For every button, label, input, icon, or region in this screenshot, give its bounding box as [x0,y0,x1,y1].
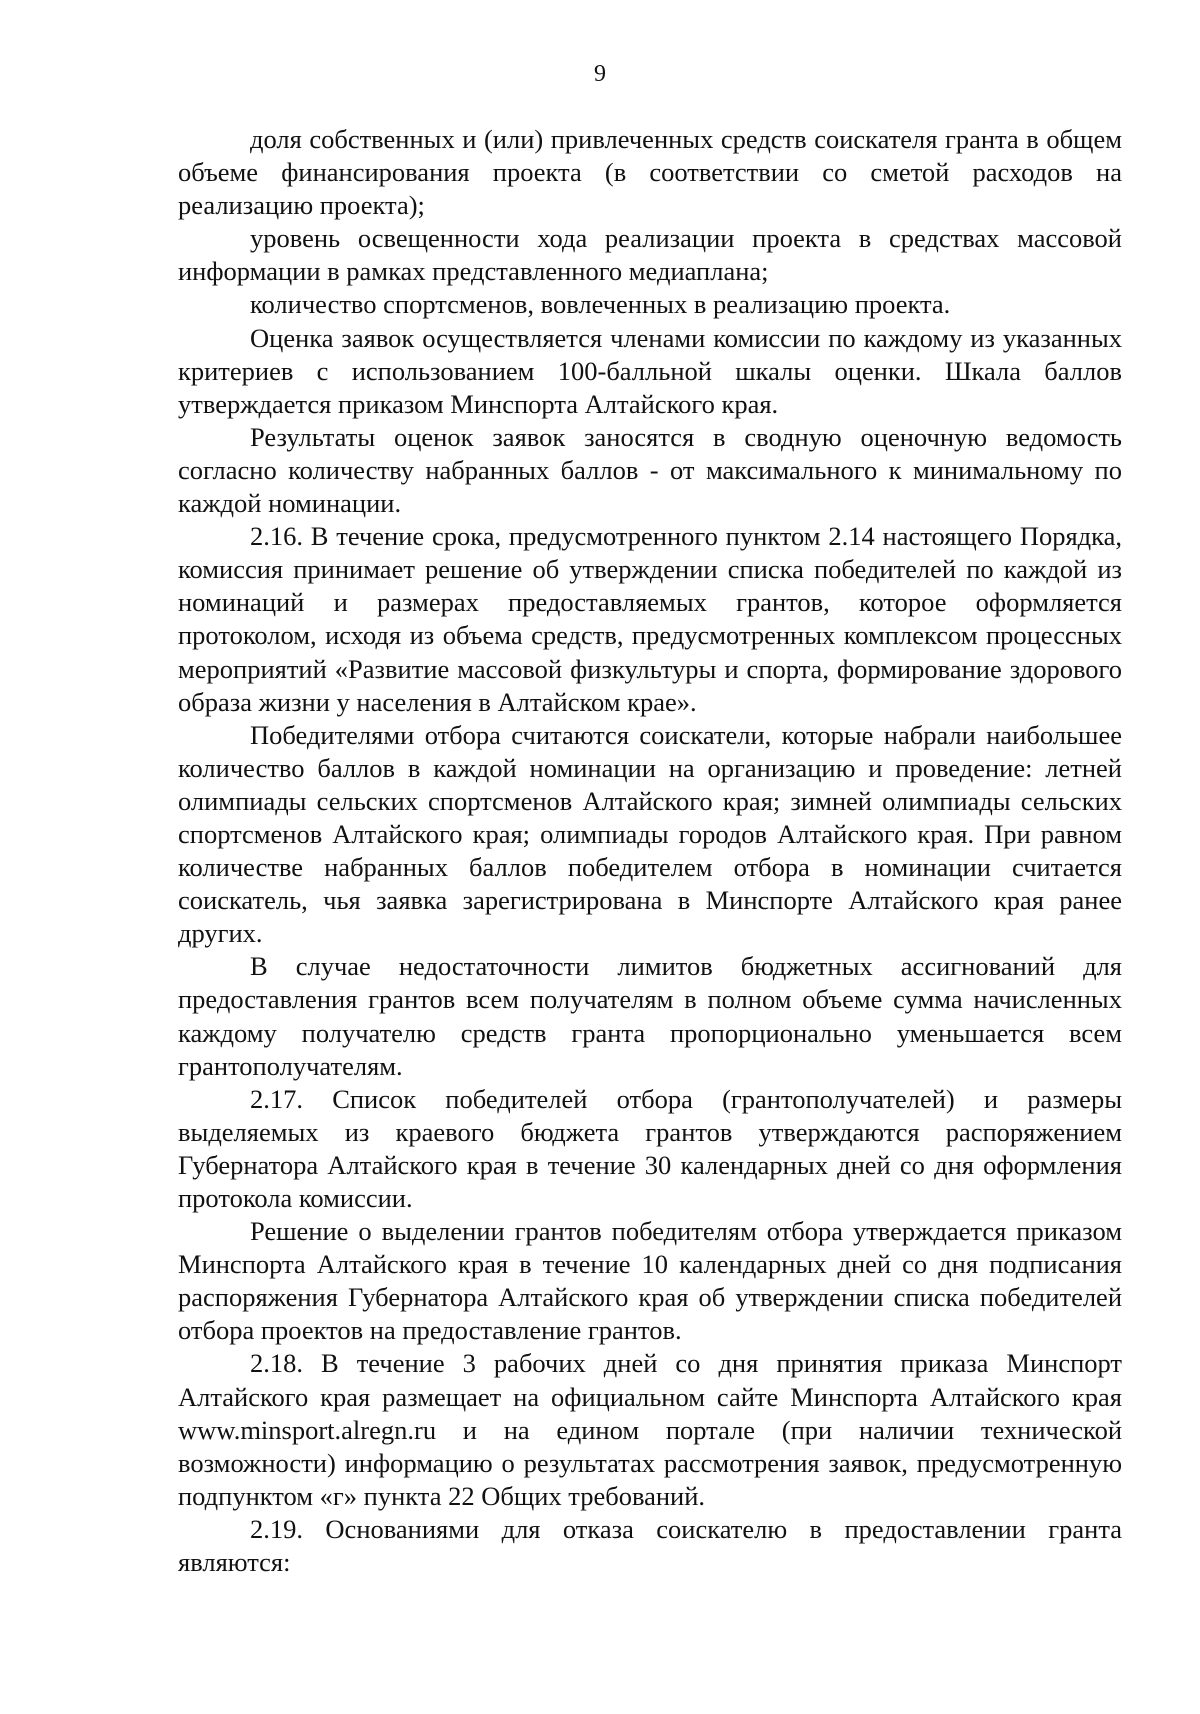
paragraph: В случае недостаточности лимитов бюджетных ассигнований для предоставления грантов всем получателям в полном объеме сумма начисленных каждому получателю средств гранта пропорционально уменьшается всем грантополучателям. [178,951,1122,1081]
paragraph: доля собственных и (или) привлеченных средств соискателя гранта в общем объеме финансирования проекта (в соответствии со сметой расходов на реализацию проекта); [178,124,1122,221]
paragraph: Результаты оценок заявок заносятся в сводную оценочную ведомость согласно количеству набранных баллов - от максимального к минимальному по каждой номинации. [178,421,1122,519]
page-number: 9 [594,61,606,87]
paragraph: Оценка заявок осуществляется членами комиссии по каждому из указанных критериев с использованием 100-балльной шкалы оценки. Шкала баллов утверждается приказом Минспорта Алтайского края. [178,322,1122,419]
paragraph: количество спортсменов, вовлеченных в реализацию проекта. [250,289,951,320]
paragraph: 2.19. Основаниями для отказа соискателю в предоставлении гранта являются: [178,1513,1122,1578]
paragraph: Решение о выделении грантов победителям отбора утверждается приказом Минспорта Алтайского края в течение 10 календарных дней со дня подписания распоряжения Губернатора Алтайского края об утверждении списка победителей отбора проектов на предоставление грантов. [178,1216,1122,1346]
paragraph: уровень освещенности хода реализации проекта в средствах массовой информации в рамках представленного медиаплана; [178,223,1122,287]
paragraph: 2.17. Список победителей отбора (грантополучателей) и размеры выделяемых из краевого бюджета грантов утверждаются распоряжением Губернатора Алтайского края в течение 30 календарных дней со дня оформления протокола комиссии. [178,1083,1122,1213]
paragraph: 2.18. В течение 3 рабочих дней со дня принятия приказа Минспорт Алтайского края размещает на официальном сайте Минспорта Алтайского края www.minsport.alregn.ru и на едином портале (при наличии технической возможности) информацию о результатах рассмотрения заявок, предусмотренную подпунктом «г» пункта 22 Общих требований. [178,1348,1122,1511]
document-body [178,123,1122,1579]
paragraph: 2.16. В течение срока, предусмотренного пунктом 2.14 настоящего Порядка, комиссия принимает решение об утверждении списка победителей по каждой из номинаций и размерах предоставляемых грантов, которое оформляется протоколом, исходя из объема средств, предусмотренных комплексом процессных мероприятий «Развитие массовой физкультуры и спорта, формирование здорового образа жизни у населения в Алтайском крае». [178,521,1122,717]
paragraph: Победителями отбора считаются соискатели, которые набрали наибольшее количество баллов в каждой номинации на организацию и проведение: летней олимпиады сельских спортсменов Алтайского края; зимней олимпиады сельских спортсменов Алтайского края; олимпиады городов Алтайского края. При равном количестве набранных баллов победителем отбора в номинации считается соискатель, чья заявка зарегистрирована в Минспорте Алтайского края ранее других. [178,719,1122,949]
